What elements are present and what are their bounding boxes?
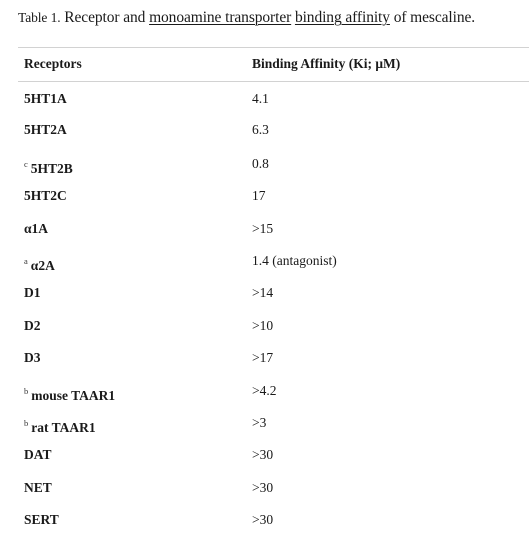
table-row [18, 406, 529, 438]
table-row [18, 309, 529, 341]
column-header-receptors: Receptors [24, 56, 82, 71]
caption-link[interactable]: binding affinity [294, 9, 390, 26]
receptor-cell [24, 212, 48, 246]
receptor-cell [24, 179, 67, 213]
receptor-cell [24, 503, 59, 537]
receptor-name: α2A [30, 257, 55, 273]
receptor-name: D3 [24, 350, 41, 366]
table-row [18, 147, 529, 179]
footnote-marker[interactable]: b [24, 417, 29, 428]
affinity-cell: 1.4 (antagonist) [252, 252, 337, 268]
table-row [18, 374, 529, 406]
receptor-name: NET [24, 479, 52, 495]
table-row [18, 179, 529, 211]
table-caption-text [61, 9, 476, 26]
column-header-binding-affinity: Binding Affinity (Ki; μM) [252, 56, 401, 71]
affinity-cell: 6.3 [252, 122, 269, 138]
affinity-cell: >30 [252, 512, 274, 528]
affinity-cell: 17 [252, 188, 266, 204]
affinity-cell: 0.8 [252, 155, 269, 171]
receptor-name: D1 [24, 285, 41, 301]
receptor-name: DAT [24, 447, 52, 463]
table-header-row [18, 47, 529, 82]
receptor-name: 5HT1A [24, 91, 67, 106]
affinity-cell: >14 [252, 285, 274, 301]
affinity-cell: >17 [252, 350, 274, 366]
receptor-cell [24, 341, 41, 375]
footnote-marker[interactable]: b [24, 385, 29, 396]
receptor-cell [24, 309, 41, 343]
table-caption [18, 9, 475, 27]
affinity-cell: >4.2 [252, 382, 277, 398]
table-row [18, 82, 529, 114]
affinity-cell: >30 [252, 479, 274, 495]
table-row [18, 438, 529, 470]
table-row [18, 276, 529, 308]
footnote-marker[interactable]: c [24, 158, 28, 169]
table-row [18, 244, 529, 276]
receptor-cell [24, 471, 52, 505]
caption-text-segment: Receptor and [60, 9, 150, 26]
table-row [18, 114, 529, 146]
caption-text-segment: of mescaline. [389, 9, 476, 26]
receptor-cell [24, 276, 41, 310]
caption-link[interactable]: monoamine transporter [149, 9, 292, 26]
receptor-name: rat TAAR1 [31, 419, 96, 435]
affinity-cell: >15 [252, 220, 274, 236]
footnote-marker[interactable]: a [24, 255, 28, 266]
table-caption-label: Table 1. [18, 10, 61, 25]
table-row [18, 503, 529, 535]
affinity-cell: 4.1 [252, 91, 269, 106]
table-body [18, 82, 529, 535]
receptor-cell [24, 82, 67, 116]
table-row [18, 212, 529, 244]
affinity-cell: >10 [252, 317, 274, 333]
receptor-name: 5HT2B [30, 160, 73, 176]
receptor-name: SERT [24, 512, 59, 528]
receptor-name: 5HT2A [24, 122, 67, 138]
affinity-cell: >30 [252, 447, 274, 463]
table-row [18, 341, 529, 373]
receptor-cell [24, 438, 52, 472]
receptor-name: mouse TAAR1 [31, 387, 116, 403]
receptor-cell [24, 114, 67, 145]
receptor-name: D2 [24, 317, 41, 333]
binding-affinity-table [18, 47, 529, 535]
affinity-cell: >3 [252, 414, 267, 430]
table-row [18, 471, 529, 503]
receptor-name: 5HT2C [24, 188, 67, 204]
receptor-name: α1A [24, 220, 49, 236]
